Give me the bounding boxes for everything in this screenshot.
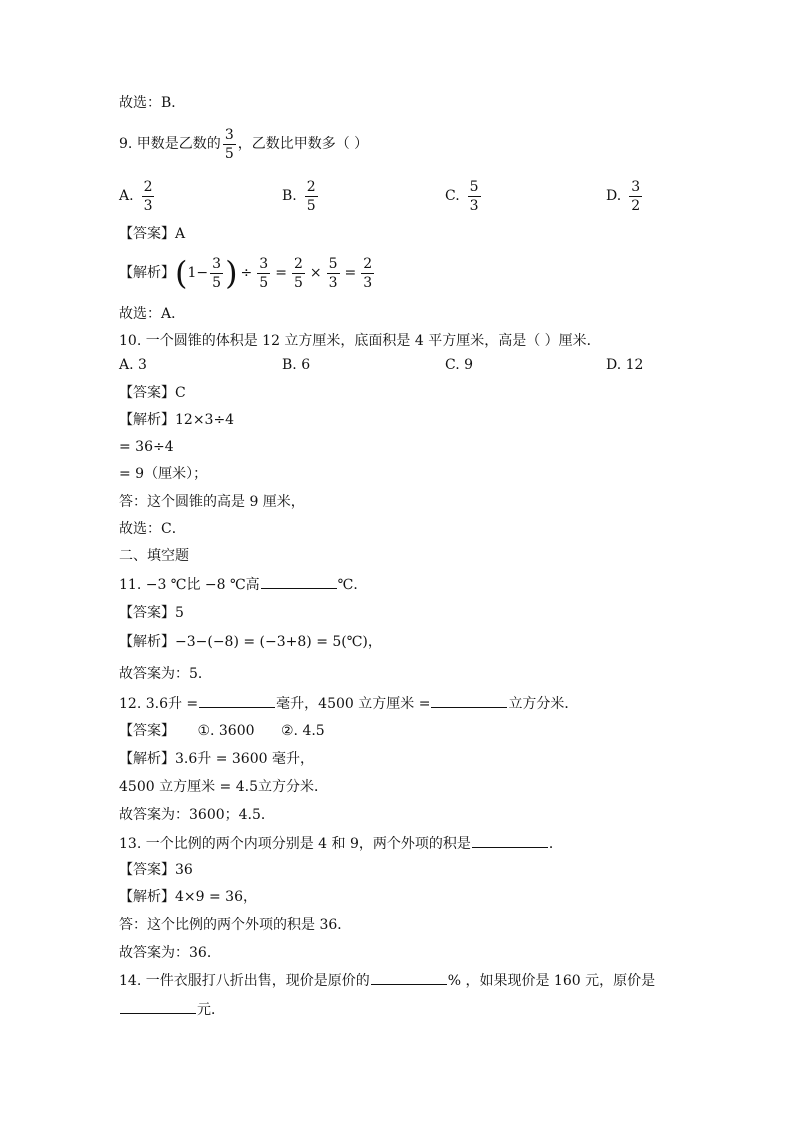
q9-analysis [119, 250, 376, 296]
stem-text: ． [548, 836, 563, 852]
formula-fraction [292, 257, 305, 290]
q13-analysis: 【解析】4×9 = 36， [119, 889, 257, 905]
formula-operator: = [344, 265, 357, 281]
answer-blank[interactable] [261, 574, 337, 589]
answer-item: ①. 3600 [197, 723, 255, 739]
fraction-numerator: 3 [259, 255, 269, 272]
fraction-denominator: 5 [212, 274, 222, 291]
answer-blank[interactable] [371, 970, 447, 985]
formula-fraction [210, 257, 223, 290]
option-label: B. [282, 188, 297, 204]
q10-analysis-2: = 36÷4 [119, 439, 174, 455]
stem-text: 13. 一个比例的两个内项分别是 4 和 9，两个外项的积是 [119, 836, 471, 852]
q9-stem-prefix: 9. 甲数是乙数的 [119, 136, 221, 152]
q9-stem [119, 124, 368, 164]
stem-text: 11. −3 ℃比 −8 ℃高 [119, 577, 260, 593]
close-paren: ) [225, 254, 238, 292]
formula-operator: ÷ [240, 265, 253, 281]
q11-analysis: 【解析】−3−(−8) = (−3+8) = 5(℃)， [119, 634, 382, 650]
q12-analysis-1: 【解析】3.6升 = 3600 毫升， [119, 751, 314, 767]
open-paren: ( [175, 254, 188, 292]
option-label: C. [445, 188, 460, 204]
q11-stem [119, 574, 367, 595]
q12-stem [119, 693, 578, 714]
q10-analysis-3: = 9（厘米）； [119, 466, 208, 482]
q10-answer: 【答案】C [119, 385, 186, 401]
answer-blank[interactable] [199, 693, 275, 708]
option-fraction [468, 180, 481, 213]
fraction-numerator: 5 [469, 178, 479, 195]
q9-option-c [445, 173, 483, 219]
option-label: A. [119, 188, 134, 204]
formula-operator: = [275, 265, 287, 281]
formula-fraction [257, 257, 270, 290]
option-label: D. [606, 188, 622, 204]
fraction-denominator: 5 [259, 274, 269, 291]
fraction-denominator: 5 [224, 145, 234, 162]
q9-stem-suffix: ，乙数比甲数多（ ） [237, 136, 369, 152]
answer-item: ②. 4.5 [281, 723, 325, 739]
formula-fraction [327, 257, 340, 290]
fraction-numerator: 2 [363, 255, 373, 272]
q9-option-a [119, 173, 156, 219]
option-fraction [305, 180, 318, 213]
answer-blank[interactable] [431, 693, 507, 708]
q10-stem: 10. 一个圆锥的体积是 12 立方厘米，底面积是 4 平方厘米，高是（ ）厘米． [119, 333, 601, 349]
answer-blank[interactable] [472, 833, 548, 848]
q13-reply: 答：这个比例的两个外项的积是 36． [119, 917, 352, 933]
q10-analysis-1: 【解析】12×3÷4 [119, 412, 235, 428]
q13-conclusion: 故答案为：36． [119, 945, 221, 961]
q14-stem-line2 [119, 999, 225, 1020]
fraction-denominator: 3 [363, 274, 373, 291]
q9-option-b [282, 173, 320, 219]
fraction-numerator: 2 [143, 178, 153, 195]
option-fraction [629, 180, 642, 213]
q12-analysis-2: 4500 立方厘米 = 4.5立方分米． [119, 779, 328, 795]
formula-operator: × [309, 265, 322, 281]
q9-answer: 【答案】A [119, 226, 186, 242]
q9-options [119, 173, 679, 219]
stem-text: 毫升，4500 立方厘米 = [276, 696, 431, 712]
fraction-numerator: 2 [293, 255, 303, 272]
stem-text: ℃． [337, 577, 368, 593]
fraction-denominator: 5 [306, 197, 316, 214]
q10-option-d: D. 12 [606, 357, 644, 373]
stem-text: 立方分米． [508, 696, 579, 712]
q14-stem-line1 [119, 970, 655, 991]
fraction-numerator: 5 [328, 255, 338, 272]
option-fraction [142, 180, 155, 213]
answer-blank[interactable] [120, 999, 196, 1014]
q8-conclusion: 故选：B． [119, 95, 186, 111]
q11-answer: 【答案】5 [119, 605, 184, 621]
formula-fraction [361, 257, 374, 290]
q10-option-c: C. 9 [445, 357, 474, 373]
q10-conclusion: 故选：C． [119, 521, 186, 537]
fraction-denominator: 3 [328, 274, 338, 291]
stem-text: 元． [197, 1002, 225, 1018]
q12-conclusion: 故答案为：3600；4.5． [119, 807, 275, 823]
q10-reply: 答：这个圆锥的高是 9 厘米， [119, 494, 305, 510]
fraction-numerator: 3 [212, 255, 222, 272]
q10-options [119, 354, 679, 376]
formula-operator: − [196, 265, 209, 281]
stem-text: % ，如果现价是 160 元，原价是 [447, 973, 656, 989]
q10-option-a: A. 3 [119, 357, 147, 373]
section-title: 二、填空题 [119, 548, 189, 564]
q9-conclusion: 故选：A． [119, 306, 186, 322]
fraction-denominator: 2 [631, 197, 641, 214]
q9-stem-fraction [223, 128, 236, 161]
fraction-numerator: 3 [631, 178, 641, 195]
fraction-denominator: 3 [469, 197, 479, 214]
fraction-denominator: 3 [143, 197, 153, 214]
stem-text: 14. 一件衣服打八折出售，现价是原价的 [119, 973, 370, 989]
fraction-numerator: 2 [306, 178, 316, 195]
q13-stem [119, 833, 563, 854]
q12-answer [119, 721, 325, 741]
stem-text: 12. 3.6升 = [119, 696, 199, 712]
q11-conclusion: 故答案为：5． [119, 666, 212, 682]
q9-option-d [606, 173, 644, 219]
q10-option-b: B. 6 [282, 357, 311, 373]
answer-label: 【答案】 [119, 723, 175, 739]
fraction-denominator: 5 [293, 274, 303, 291]
analysis-label: 【解析】 [119, 265, 175, 281]
q13-answer: 【答案】36 [119, 862, 193, 878]
fraction-numerator: 3 [224, 126, 234, 143]
formula-term: 1 [187, 265, 197, 281]
